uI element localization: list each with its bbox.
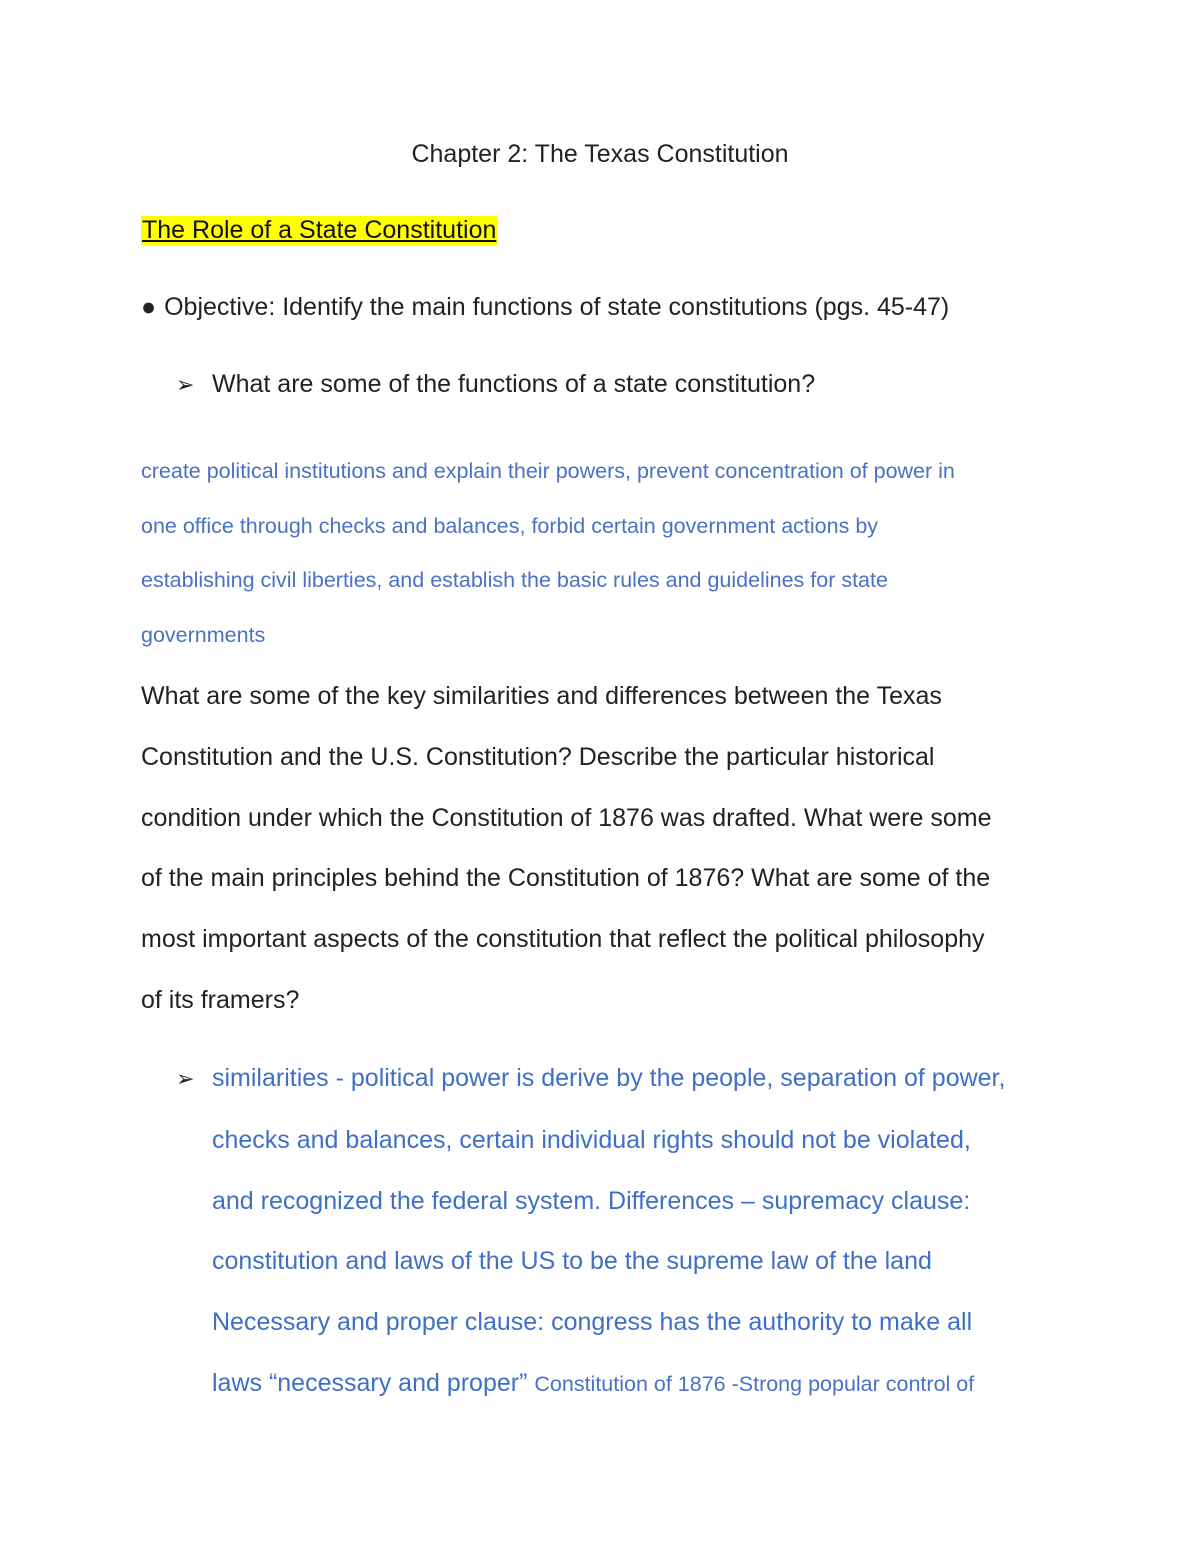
answer-comparison — [176, 1048, 1076, 1415]
section-heading: The Role of a State Constitution — [142, 216, 497, 244]
answer-line: checks and balances, certain individual rights should not be violated, — [212, 1125, 971, 1154]
page-title: Chapter 2: The Texas Constitution — [411, 140, 789, 168]
answer-functions — [141, 444, 1051, 662]
answer-plain-text: Constitution of 1876 -Strong popular control of — [534, 1371, 975, 1396]
question-line: What are some of the key similarities and differences between the Texas — [141, 682, 942, 710]
answer-line — [176, 1353, 1076, 1415]
answer-line: create political institutions and explain their powers, prevent concentration of power in — [141, 459, 955, 483]
answer-line: constitution and laws of the US to be the supreme law of the land — [212, 1247, 932, 1276]
arrow-bullet-icon: ➢ — [176, 372, 195, 397]
answer-line-text: laws “necessary and proper” — [212, 1368, 528, 1397]
question-line: most important aspects of the constitution that reflect the political philosophy — [141, 925, 985, 954]
question-functions — [176, 370, 815, 399]
question-comparison — [141, 666, 1061, 1031]
objective-text: Objective: Identify the main functions of state constitutions (pgs. 45-47) — [164, 293, 950, 321]
answer-line: establishing civil liberties, and establish the basic rules and guidelines for state — [141, 568, 888, 592]
question-line: condition under which the Constitution of 1876 was drafted. What were some — [141, 803, 992, 832]
question-functions-text: What are some of the functions of a state constitution? — [212, 370, 816, 398]
answer-line — [176, 1048, 1076, 1110]
arrow-bullet-icon: ➢ — [176, 1066, 195, 1091]
question-line: Constitution and the U.S. Constitution? Describe the particular historical — [141, 742, 935, 771]
answer-line-text: similarities - political power is derive by the people, separation of power, — [212, 1064, 1006, 1092]
question-line: of the main principles behind the Constitution of 1876? What are some of the — [141, 864, 991, 893]
objective-item — [141, 293, 949, 322]
answer-line: one office through checks and balances, forbid certain government actions by — [141, 513, 879, 538]
answer-line: Necessary and proper clause: congress has the authority to make all — [212, 1308, 973, 1337]
bullet-icon: ● — [141, 293, 157, 321]
answer-line: and recognized the federal system. Differences – supremacy clause: — [212, 1186, 971, 1215]
answer-line: governments — [141, 622, 266, 647]
question-line: of its framers? — [141, 985, 300, 1014]
